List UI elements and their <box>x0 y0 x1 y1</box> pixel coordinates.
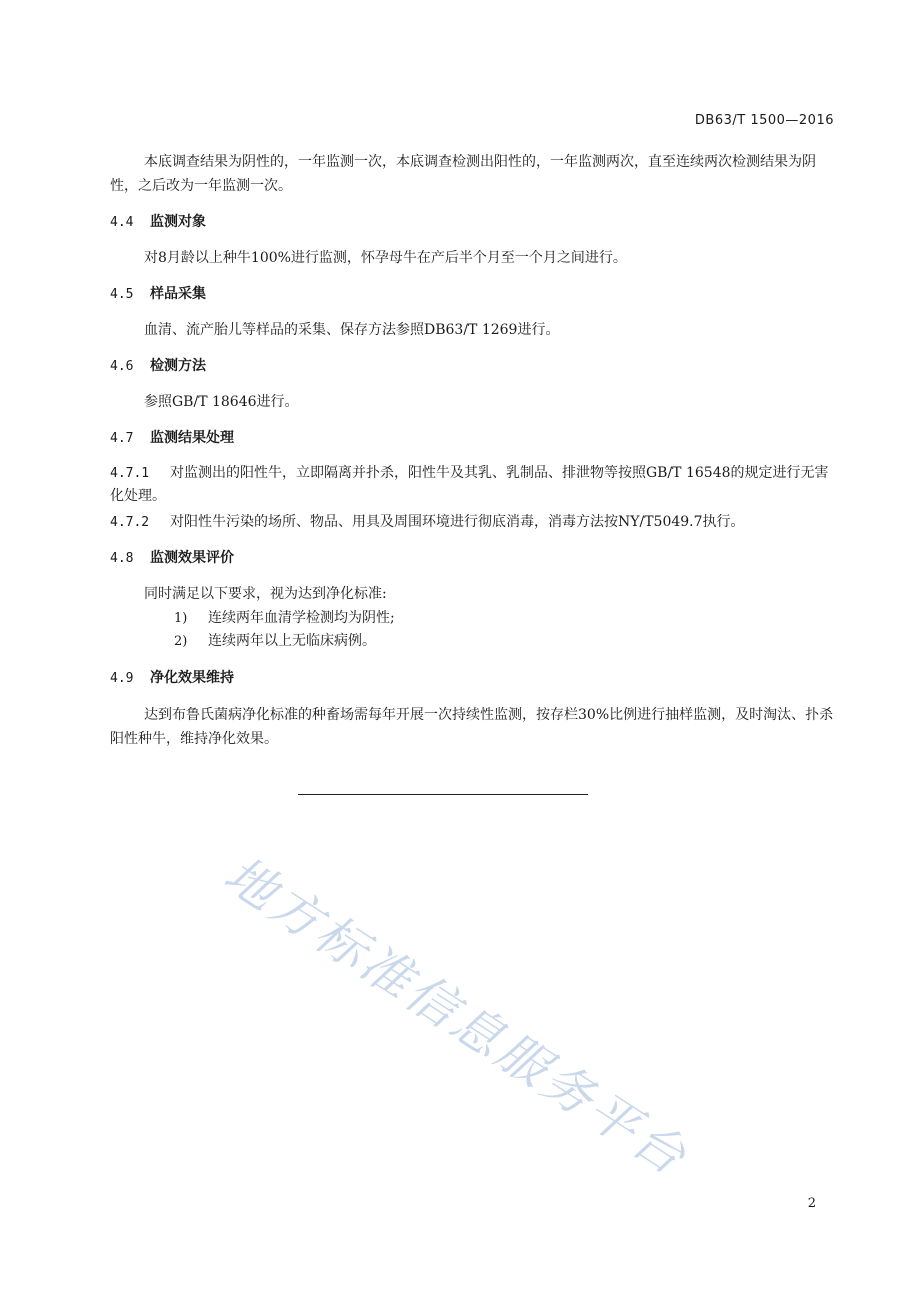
subsection-text: 对监测出的阳性牛，立即隔离并扑杀，阳性牛及其乳、乳制品、排泄物等按照GB/T 16548的规定进行无害化处理。 <box>110 465 829 504</box>
subsection-number: 4.7.2 <box>110 515 150 530</box>
section-body-4-6: 参照GB/T 18646进行。 <box>144 394 299 410</box>
section-heading-4-5 <box>110 283 206 306</box>
section-number: 4.7 <box>110 431 134 446</box>
section-number: 4.9 <box>110 671 134 686</box>
watermark: 地方标准信息服务平台 <box>214 845 699 1188</box>
section-title: 样品采集 <box>150 286 206 302</box>
list-item <box>174 630 376 653</box>
section-number: 4.5 <box>110 287 134 302</box>
subsection-4-7-1 <box>110 462 834 507</box>
section-number: 4.6 <box>110 359 134 374</box>
end-of-document-rule <box>298 794 588 795</box>
section-body-4-9: 达到布鲁氏菌病净化标准的种畜场需每年开展一次持续性监测，按存栏30%比例进行抽样监测，及时淘汰、扑杀阳性种牛，维持净化效果。 <box>110 707 834 747</box>
section-body-4-5: 血清、流产胎儿等样品的采集、保存方法参照DB63/T 1269进行。 <box>144 322 560 338</box>
section-heading-4-6 <box>110 355 206 378</box>
subsection-text: 对阳性牛污染的场所、物品、用具及周围环境进行彻底消毒，消毒方法按NY/T5049.7执行。 <box>170 514 745 530</box>
section-heading-4-4 <box>110 211 206 234</box>
section-title: 监测对象 <box>150 214 206 230</box>
section-title: 净化效果维持 <box>150 670 234 686</box>
list-item-text: 连续两年血清学检测均为阴性; <box>208 610 395 626</box>
list-marker: 1) <box>174 611 188 626</box>
section-number: 4.4 <box>110 215 134 230</box>
intro-paragraph: 本底调查结果为阴性的，一年监测一次，本底调查检测出阳性的，一年监测两次，直至连续两次检测结果为阴性，之后改为一年监测一次。 <box>110 154 816 194</box>
list-item <box>174 607 395 630</box>
section-title: 监测结果处理 <box>150 430 234 446</box>
section-title: 检测方法 <box>150 358 206 374</box>
section-heading-4-8 <box>110 547 234 570</box>
page-number: 2 <box>807 1196 816 1211</box>
section-body-4-4: 对8月龄以上种牛100%进行监测，怀孕母牛在产后半个月至一个月之间进行。 <box>144 250 627 266</box>
section-heading-4-7 <box>110 427 234 450</box>
section-heading-4-9 <box>110 667 234 690</box>
document-code: DB63/T 1500—2016 <box>694 113 834 128</box>
list-item-text: 连续两年以上无临床病例。 <box>208 633 376 649</box>
subsection-number: 4.7.1 <box>110 466 150 481</box>
subsection-4-7-2 <box>110 511 834 534</box>
section-body-4-8: 同时满足以下要求，视为达到净化标准: <box>144 586 387 602</box>
section-number: 4.8 <box>110 551 134 566</box>
list-marker: 2) <box>174 634 188 649</box>
section-title: 监测效果评价 <box>150 550 234 566</box>
